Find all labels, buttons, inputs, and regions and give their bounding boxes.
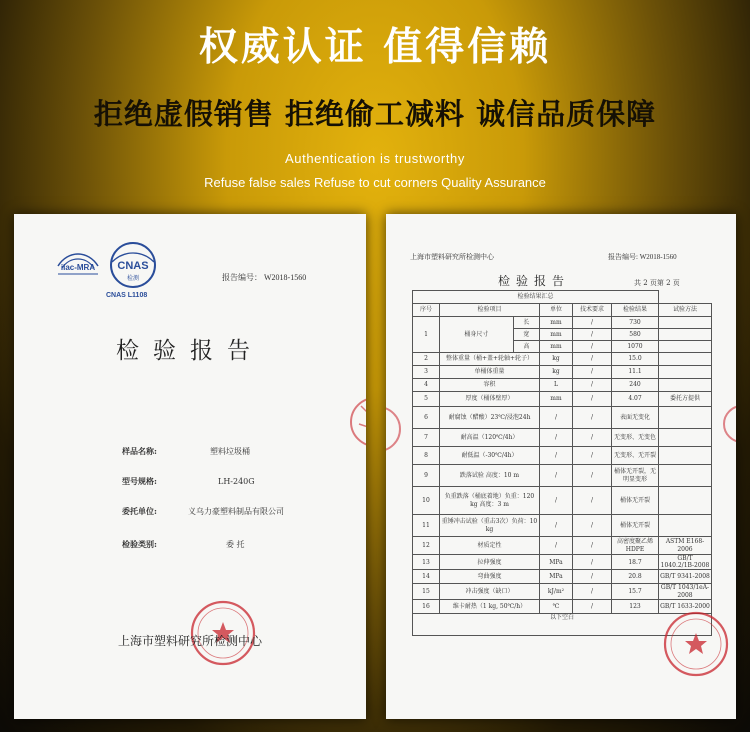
requirement-cell: / xyxy=(573,515,612,537)
item-sub: 宽 xyxy=(513,329,539,341)
row-number: 8 xyxy=(413,447,440,465)
field-client xyxy=(122,506,284,517)
table-row xyxy=(413,487,712,515)
english-line-2: Refuse false sales Refuse to cut corners Quality Assurance xyxy=(204,175,546,190)
requirement-cell: / xyxy=(573,379,612,392)
requirement-cell: / xyxy=(573,465,612,487)
item-sub: 长 xyxy=(513,317,539,329)
table-row xyxy=(413,515,712,537)
unit-cell: ℃ xyxy=(540,599,573,613)
row-number: 4 xyxy=(413,379,440,392)
item-name: 整体重量（桶+盖+轮轴+轮子） xyxy=(440,353,540,366)
requirement-cell: / xyxy=(573,407,612,429)
footer-note: 以下空白 xyxy=(413,613,712,635)
result-cell: 730 xyxy=(612,317,659,329)
unit-cell: mm xyxy=(540,329,573,341)
row-number: 14 xyxy=(413,570,440,584)
result-cell: 1070 xyxy=(612,341,659,353)
method-cell xyxy=(659,353,712,366)
item-name: 跌落试验 高度：10 m xyxy=(440,465,540,487)
item-name: 厚度（桶体壁厚） xyxy=(440,392,540,407)
table-row xyxy=(413,584,712,599)
table-caption: 检验结果汇总 xyxy=(413,291,659,304)
unit-cell: / xyxy=(540,407,573,429)
method-cell xyxy=(659,407,712,429)
item-name: 弯曲强度 xyxy=(440,570,540,584)
field-category xyxy=(122,539,245,550)
report-number: 报告编号： W2018-1560 xyxy=(222,273,307,282)
row-number: 10 xyxy=(413,487,440,515)
requirement-cell: / xyxy=(573,537,612,555)
page-indicator: 共 2 页第 2 页 xyxy=(634,279,680,287)
requirement-cell: / xyxy=(573,584,612,599)
method-cell: GB/T 1040.2/1B-2008 xyxy=(659,555,712,570)
ilac-logo-text: ilac-MRA xyxy=(60,263,96,272)
table-row xyxy=(413,366,712,379)
table-row xyxy=(413,317,712,329)
result-cell: 20.8 xyxy=(612,570,659,584)
report-cover-page xyxy=(14,214,366,719)
method-cell xyxy=(659,515,712,537)
method-cell xyxy=(659,429,712,447)
ilac-mra-logo xyxy=(54,246,102,280)
result-cell: 桶体无开裂，无明显变形 xyxy=(612,465,659,487)
row-number: 7 xyxy=(413,429,440,447)
column-header: 单位 xyxy=(540,304,573,317)
field-value: 义乌力豪塑料制品有限公司 xyxy=(188,507,284,516)
method-cell: 委托方提供 xyxy=(659,392,712,407)
report-title: 检验报告 xyxy=(116,338,264,364)
method-cell xyxy=(659,317,712,329)
method-cell xyxy=(659,341,712,353)
result-cell: 123 xyxy=(612,599,659,613)
report-number: 报告编号: W2018-1560 xyxy=(608,253,677,261)
requirement-cell: / xyxy=(573,429,612,447)
item-name: 耐低温（-30℃/4h） xyxy=(440,447,540,465)
cnas-caption: CNAS L1108 xyxy=(106,292,148,299)
requirement-cell: / xyxy=(573,447,612,465)
column-header: 试验方法 xyxy=(659,304,712,317)
seam-seal-stamp xyxy=(339,394,366,450)
field-value: 委 托 xyxy=(226,540,245,549)
unit-cell: / xyxy=(540,465,573,487)
row-number: 1 xyxy=(413,317,440,353)
row-number: 2 xyxy=(413,353,440,366)
result-cell: 高密度聚乙烯 HDPE xyxy=(612,537,659,555)
table-row xyxy=(413,392,712,407)
table-row xyxy=(413,429,712,447)
page-subtitle: 拒绝虚假销售 拒绝偷工减料 诚信品质保障 xyxy=(93,97,657,131)
unit-cell: / xyxy=(540,537,573,555)
row-number: 13 xyxy=(413,555,440,570)
cnas-logo-text: CNAS xyxy=(117,260,149,272)
table-row xyxy=(413,570,712,584)
requirement-cell: / xyxy=(573,317,612,329)
unit-cell: / xyxy=(540,447,573,465)
result-cell: 240 xyxy=(612,379,659,392)
field-model xyxy=(122,476,255,487)
table-row xyxy=(413,555,712,570)
seam-seal-stamp xyxy=(386,404,404,454)
field-value: 塑料垃圾桶 xyxy=(210,447,250,456)
requirement-cell: / xyxy=(573,392,612,407)
testing-organization: 上海市塑料研究所检测中心 xyxy=(117,634,262,648)
method-cell: GB/T 1633-2000 xyxy=(659,599,712,613)
field-label: 样品名称: xyxy=(122,446,157,456)
field-label: 型号规格: xyxy=(122,476,157,486)
page-title: 权威认证 值得信赖 xyxy=(198,25,552,70)
item-name: 材质定性 xyxy=(440,537,540,555)
result-cell: 18.7 xyxy=(612,555,659,570)
unit-cell: kg xyxy=(540,366,573,379)
result-cell: 580 xyxy=(612,329,659,341)
unit-cell: MPa xyxy=(540,555,573,570)
requirement-cell: / xyxy=(573,570,612,584)
english-line-1: Authentication is trustworthy xyxy=(285,151,465,166)
table-row xyxy=(413,447,712,465)
report-title: 检验报告 xyxy=(498,274,571,288)
requirement-cell: / xyxy=(573,353,612,366)
column-header: 检验项目 xyxy=(440,304,540,317)
method-cell xyxy=(659,465,712,487)
result-cell: 表面无变化 xyxy=(612,407,659,429)
item-sub: 高 xyxy=(513,341,539,353)
unit-cell: / xyxy=(540,487,573,515)
row-number: 11 xyxy=(413,515,440,537)
column-header: 检验结果 xyxy=(612,304,659,317)
item-name: 桶身尺寸 xyxy=(440,317,514,353)
row-number: 16 xyxy=(413,599,440,613)
result-cell: 无变形、无变色 xyxy=(612,429,659,447)
field-label: 委托单位: xyxy=(122,506,157,516)
row-number: 9 xyxy=(413,465,440,487)
table-row xyxy=(413,407,712,429)
item-name: 耐腐蚀（醋酸）23℃/浸泡24h xyxy=(440,407,540,429)
table-row xyxy=(413,537,712,555)
unit-cell: MPa xyxy=(540,570,573,584)
organization-header: 上海市塑料研究所检测中心 xyxy=(410,253,494,261)
table-row xyxy=(413,465,712,487)
table-header-row xyxy=(413,304,712,317)
requirement-cell: / xyxy=(573,329,612,341)
method-cell: GB/T 9341-2008 xyxy=(659,570,712,584)
result-cell: 4.07 xyxy=(612,392,659,407)
unit-cell: kJ/m² xyxy=(540,584,573,599)
cnas-logo-small: 检测 xyxy=(126,275,140,282)
seam-seal-stamp xyxy=(716,402,736,446)
result-cell: 15.7 xyxy=(612,584,659,599)
method-cell: ASTM E168-2006 xyxy=(659,537,712,555)
unit-cell: mm xyxy=(540,392,573,407)
item-name: 拉伸强度 xyxy=(440,555,540,570)
table-row xyxy=(413,353,712,366)
column-header: 技术要求 xyxy=(573,304,612,317)
results-table xyxy=(412,290,712,636)
unit-cell: kg xyxy=(540,353,573,366)
method-cell xyxy=(659,487,712,515)
report-results-page xyxy=(386,214,736,719)
requirement-cell: / xyxy=(573,555,612,570)
method-cell xyxy=(659,329,712,341)
item-name: 耐高温（120℃/4h） xyxy=(440,429,540,447)
unit-cell: L xyxy=(540,379,573,392)
red-seal-stamp xyxy=(661,609,731,679)
requirement-cell: / xyxy=(573,599,612,613)
cnas-logo xyxy=(106,238,161,293)
unit-cell: / xyxy=(540,515,573,537)
row-number: 12 xyxy=(413,537,440,555)
row-number: 5 xyxy=(413,392,440,407)
result-cell: 15.0 xyxy=(612,353,659,366)
row-number: 3 xyxy=(413,366,440,379)
result-cell: 桶体无开裂 xyxy=(612,487,659,515)
method-cell xyxy=(659,366,712,379)
requirement-cell: / xyxy=(573,487,612,515)
table-caption-row xyxy=(413,291,712,304)
item-name: 单桶体重量 xyxy=(440,366,540,379)
method-cell xyxy=(659,447,712,465)
requirement-cell: / xyxy=(573,366,612,379)
method-cell: GB/T 1043/1eA-2008 xyxy=(659,584,712,599)
item-name: 容积 xyxy=(440,379,540,392)
unit-cell: mm xyxy=(540,341,573,353)
result-cell: 11.1 xyxy=(612,366,659,379)
table-row xyxy=(413,379,712,392)
field-value: LH-240G xyxy=(218,477,255,486)
column-header: 序号 xyxy=(413,304,440,317)
field-sample-name xyxy=(122,446,250,457)
unit-cell: / xyxy=(540,429,573,447)
method-cell xyxy=(659,379,712,392)
unit-cell: mm xyxy=(540,317,573,329)
item-name: 冲击强度（缺口） xyxy=(440,584,540,599)
requirement-cell: / xyxy=(573,341,612,353)
row-number: 15 xyxy=(413,584,440,599)
result-cell: 无变形、无开裂 xyxy=(612,447,659,465)
field-label: 检验类别: xyxy=(122,539,157,549)
item-name: 重锤冲击试验（重击3次）负荷：10 kg xyxy=(440,515,540,537)
row-number: 6 xyxy=(413,407,440,429)
item-name: 维卡耐热（1 kg, 50℃/h） xyxy=(440,599,540,613)
result-cell: 桶体无开裂 xyxy=(612,515,659,537)
item-name: 负重跌落（桶底着地）负重：120 kg 高度：3 m xyxy=(440,487,540,515)
